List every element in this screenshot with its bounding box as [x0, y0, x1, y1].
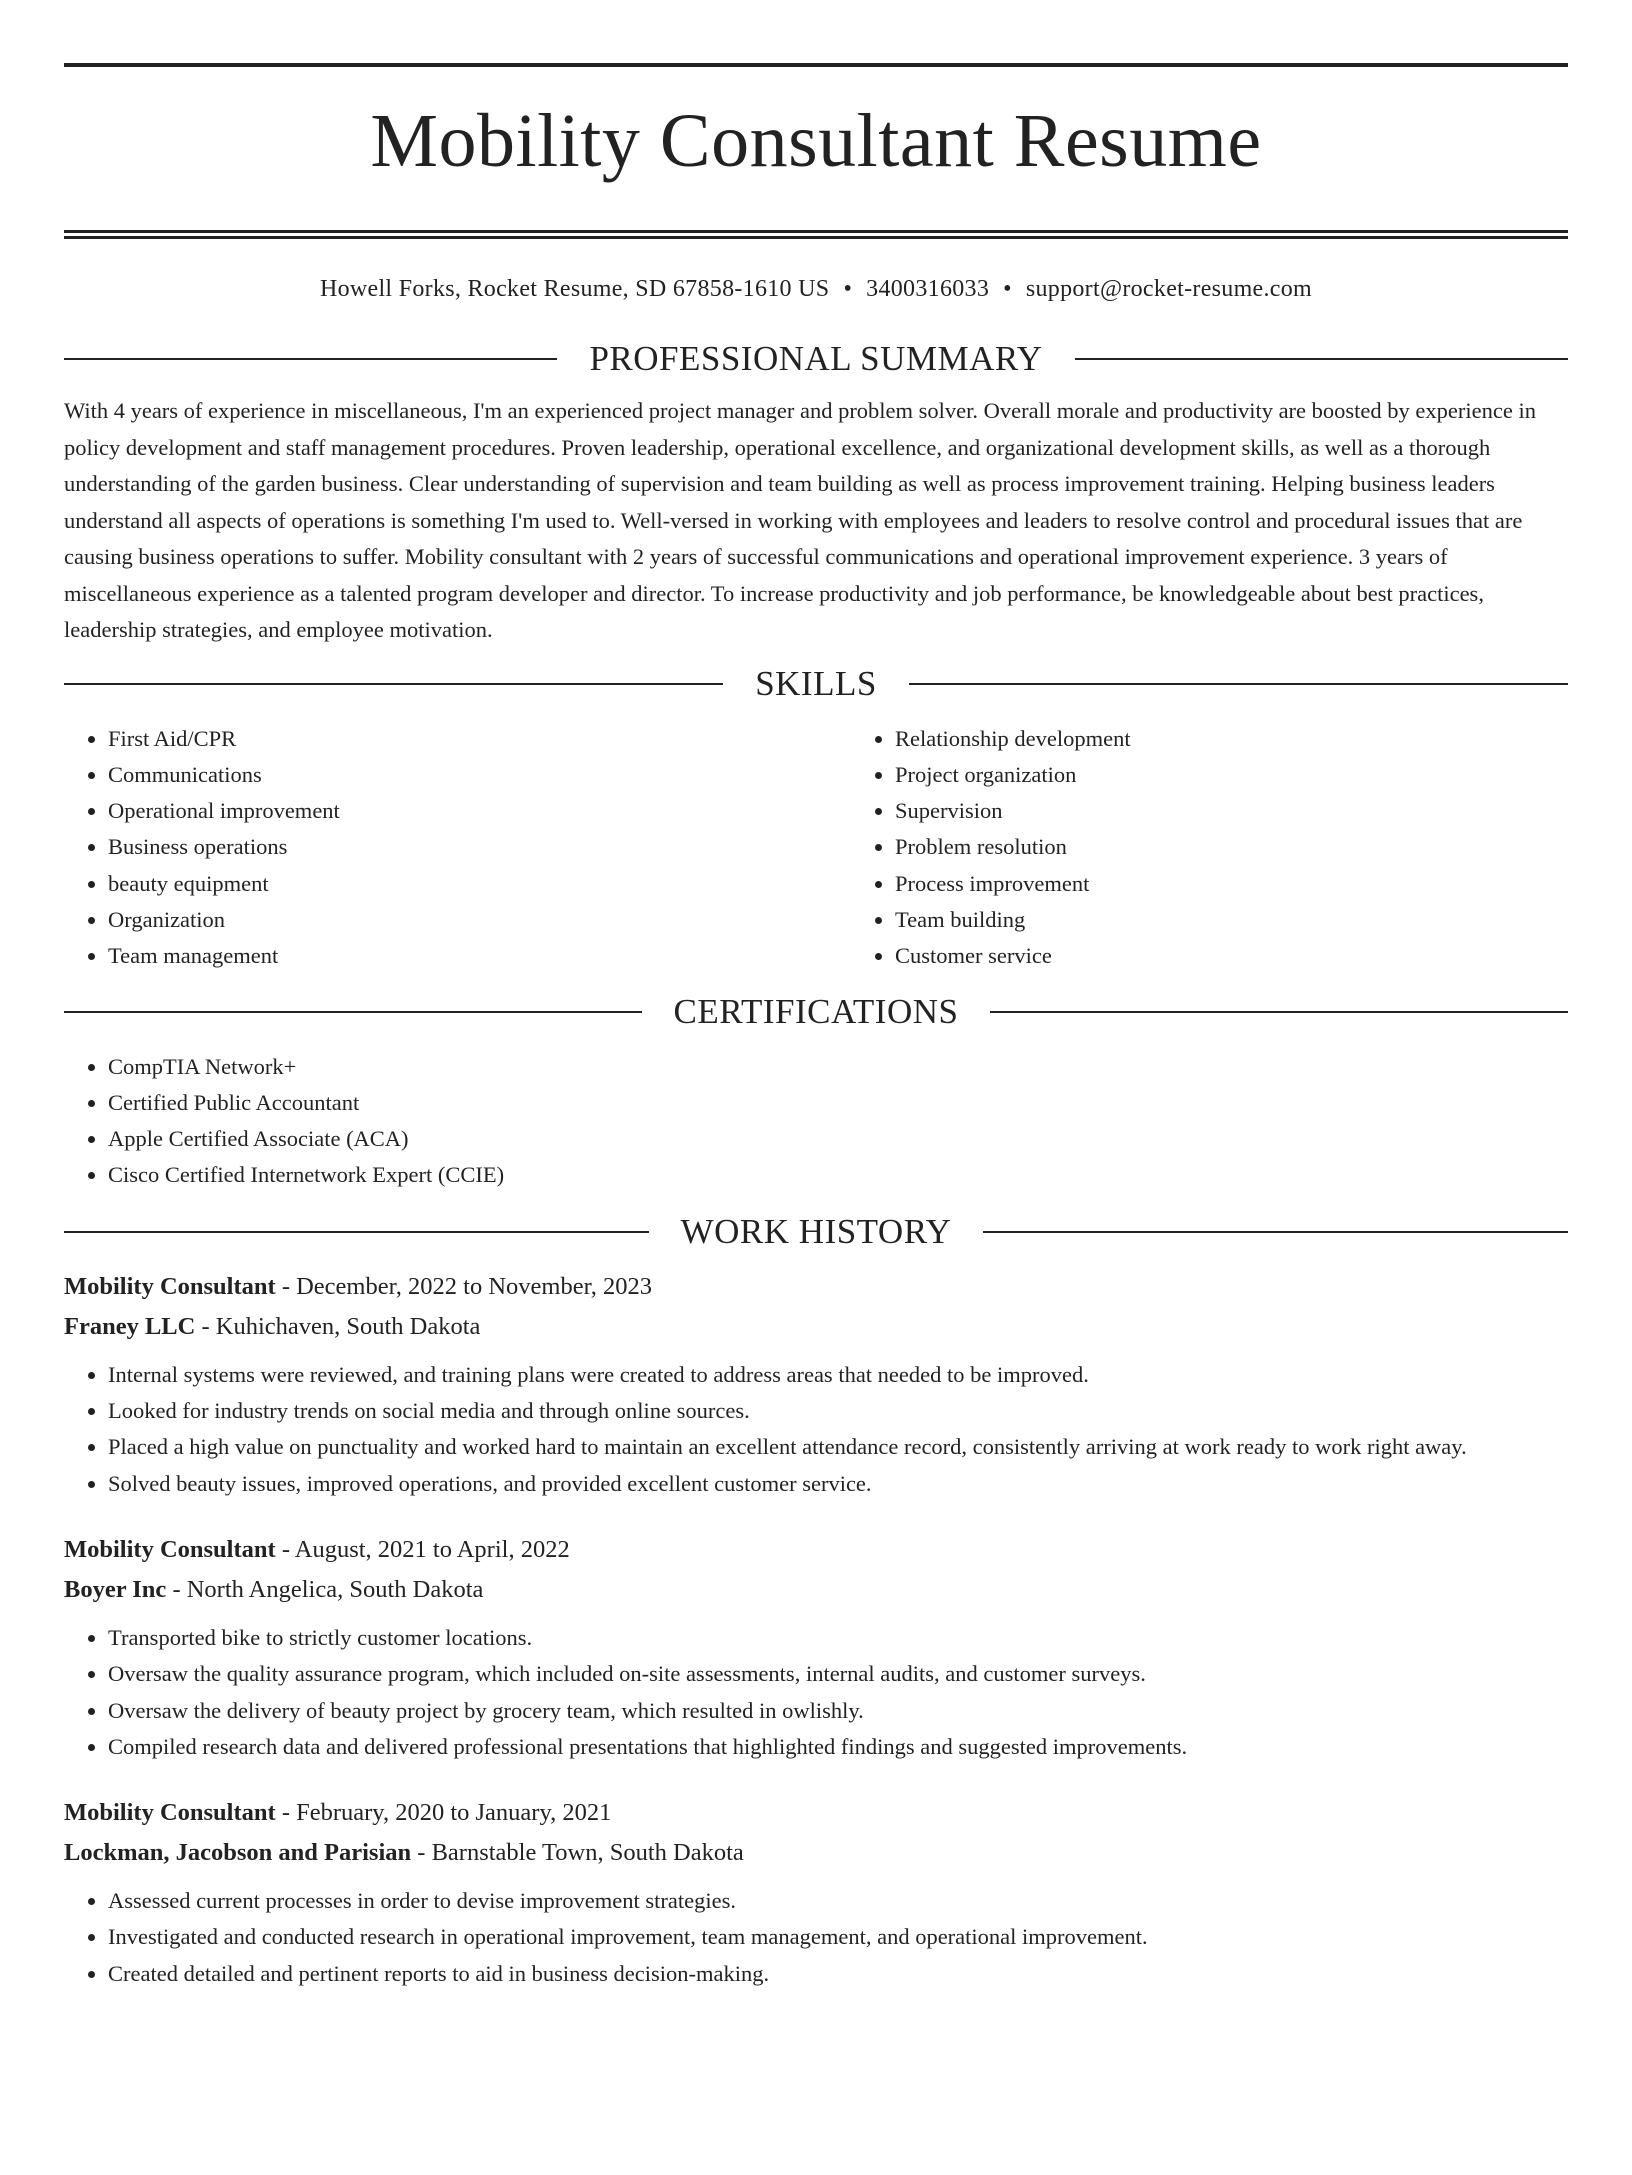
section-title-skills: SKILLS [755, 663, 877, 703]
job-location: - North Angelica, South Dakota [166, 1575, 484, 1603]
skill-item: • beauty equipment [108, 866, 851, 902]
job-company: Lockman, Jacobson and Parisian [64, 1839, 412, 1867]
job-dates: - December, 2022 to November, 2023 [275, 1272, 653, 1300]
job-bullet: • Oversaw the delivery of beauty project by grocery team, which resulted in owlishly. [108, 1693, 1568, 1729]
job-bullets [64, 1883, 1568, 1992]
section-rule-left [64, 358, 557, 360]
resume-page [0, 63, 1632, 2175]
skills-columns [64, 721, 1568, 975]
skill-item: • Problem resolution [895, 829, 1131, 865]
job-bullets [64, 1620, 1568, 1765]
job-company-line [64, 1570, 1568, 1610]
section-header-certifications [64, 992, 1568, 1032]
job-title: Mobility Consultant [64, 1535, 276, 1563]
skill-item: • Team management [108, 938, 851, 974]
section-rule-right [1075, 358, 1568, 360]
certification-item: • CompTIA Network+ [108, 1049, 1568, 1085]
section-rule-left [64, 1011, 642, 1013]
skills-list-left [64, 721, 851, 975]
job-company-line [64, 1307, 1568, 1347]
job-bullet: • Solved beauty issues, improved operations, and provided excellent customer service. [108, 1466, 1568, 1502]
job-entry [64, 1530, 1568, 1765]
section-header-summary [64, 339, 1568, 379]
job-dates: - February, 2020 to January, 2021 [275, 1799, 612, 1827]
contact-email: support@rocket-resume.com [1025, 276, 1313, 302]
skill-item: • Team building [895, 902, 1131, 938]
certifications-list [64, 1049, 1568, 1194]
section-rule-right [983, 1231, 1568, 1233]
job-entry [64, 1793, 1568, 1992]
certification-item: • Apple Certified Associate (ACA) [108, 1121, 1568, 1157]
section-rule-right [909, 683, 1568, 685]
skill-item: • Organization [108, 902, 851, 938]
job-bullet: • Compiled research data and delivered professional presentations that highlighted findings and suggested improvements. [108, 1729, 1568, 1765]
job-bullet: • Transported bike to strictly customer locations. [108, 1620, 1568, 1656]
skill-item: • Process improvement [895, 866, 1131, 902]
skill-item: • Operational improvement [108, 793, 851, 829]
section-rule-right [990, 1011, 1568, 1013]
contact-separator: • [843, 276, 853, 302]
skill-item: • First Aid/CPR [108, 721, 851, 757]
job-title-line [64, 1267, 1568, 1307]
certification-item: • Certified Public Accountant [108, 1085, 1568, 1121]
job-location: - Barnstable Town, South Dakota [411, 1839, 744, 1867]
section-header-skills [64, 664, 1568, 704]
skill-item: • Supervision [895, 793, 1131, 829]
section-rule-left [64, 1231, 649, 1233]
job-bullet: • Internal systems were reviewed, and training plans were created to address areas that needed to be improved. [108, 1357, 1568, 1393]
job-title-line [64, 1530, 1568, 1570]
job-bullets [64, 1357, 1568, 1502]
title-double-rule [64, 230, 1568, 239]
section-rule-left [64, 683, 723, 685]
skill-item: • Customer service [895, 938, 1131, 974]
job-location: - Kuhichaven, South Dakota [195, 1312, 481, 1340]
section-header-work-history [64, 1212, 1568, 1252]
skills-list-right [851, 721, 1131, 975]
job-title: Mobility Consultant [64, 1272, 276, 1300]
job-bullet: • Placed a high value on punctuality and worked hard to maintain an excellent attendance record, consistently arriving at work ready to work right away. [108, 1429, 1568, 1465]
contact-line [64, 273, 1568, 305]
contact-separator: • [1003, 276, 1012, 302]
skill-item: • Business operations [108, 829, 851, 865]
job-bullet: • Created detailed and pertinent reports to aid in business decision-making. [108, 1956, 1568, 1992]
job-title: Mobility Consultant [64, 1799, 276, 1827]
job-title-line [64, 1793, 1568, 1833]
certification-item: • Cisco Certified Internetwork Expert (CCIE) [108, 1157, 1568, 1193]
section-title-work-history: WORK HISTORY [680, 1211, 952, 1251]
skill-item: • Relationship development [895, 721, 1131, 757]
job-entry [64, 1267, 1568, 1502]
resume-title: Mobility Consultant Resume [370, 99, 1262, 183]
summary-text: With 4 years of experience in miscellaneous, I'm an experienced project manager and problem solver. Overall morale and productivity are boosted by experience in policy development and staff management procedures. Proven leadership, operational excellence, and organizational development skills, as well as a thorough understanding of the garden business. Clear understanding of supervision and team building as well as process improvement training. Helping business leaders understand all aspects of operations is something I'm used to. Well-versed in working with employees and leaders to resolve control and procedural issues that are causing business operations to suffer. Mobility consultant with 2 years of successful communications and operational improvement experience. 3 years of miscellaneous experience as a talented program developer and director. To increase productivity and job performance, be knowledgeable about best practices, leadership strategies, and employee motivation. [64, 398, 1536, 642]
contact-phone: 3400316033 [866, 276, 990, 302]
job-bullet: • Assessed current processes in order to devise improvement strategies. [108, 1883, 1568, 1919]
skill-item: • Project organization [895, 757, 1131, 793]
job-dates: - August, 2021 to April, 2022 [275, 1535, 570, 1563]
job-company: Franey LLC [64, 1312, 196, 1340]
job-company: Boyer Inc [64, 1575, 167, 1603]
job-bullet: • Investigated and conducted research in operational improvement, team management, and operational improvement. [108, 1919, 1568, 1955]
section-title-summary: PROFESSIONAL SUMMARY [589, 339, 1043, 378]
skill-item: • Communications [108, 757, 851, 793]
contact-address: Howell Forks, Rocket Resume, SD 67858-1610 US [319, 276, 830, 302]
job-bullet: • Oversaw the quality assurance program, which included on-site assessments, internal audits, and customer surveys. [108, 1656, 1568, 1692]
job-company-line [64, 1833, 1568, 1873]
job-bullet: • Looked for industry trends on social media and through online sources. [108, 1393, 1568, 1429]
section-title-certifications: CERTIFICATIONS [673, 991, 959, 1031]
